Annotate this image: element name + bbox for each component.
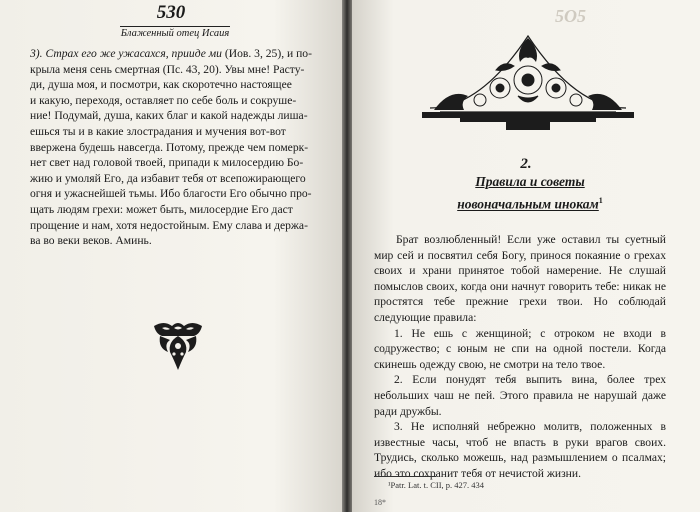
footnote-marker: 1 [598, 196, 603, 205]
text-line: и какую, переходя, оставляет по себе боль и сокруше- [30, 93, 297, 107]
rule-paragraph-1: 1. Не ешь с женщиной; с отроком не входи в содружество; с юным не спи на одной постели. Когда скинешь одежду свою, не смотри на тело твое. [374, 326, 666, 371]
text-line: огня и ужаснейшей тьмы. Ибо благости Его обычно про- [30, 187, 312, 201]
text-line: ва во веки веков. Аминь. [30, 234, 152, 248]
page-number: 530 [156, 2, 186, 23]
book-gutter [342, 0, 352, 512]
left-page [0, 0, 342, 512]
left-paragraph [30, 46, 320, 249]
right-page-text [374, 232, 666, 482]
rule-paragraph-3: 3. Не исполняй небрежно молитв, положенных в известные часы, чтоб не впасть в руки врагов своих. Трудись, сколько можешь, над размышлением о псалмах; ибо это сохранит тебя от нечистой жизни. [374, 420, 666, 480]
section-number: 2. [520, 156, 532, 172]
text-line: 3). Страх его же ужасахся, прииде ми (Иов. 3, 25), и по- [30, 47, 312, 60]
left-page-text [30, 46, 320, 249]
footnote-divider [374, 476, 436, 477]
text-line: ди, душа моя, и посмотри, как скоротечно настоящее [30, 78, 292, 92]
footnote: ¹Patr. Lat. t. CII, p. 427. 434 [388, 480, 485, 490]
intro-paragraph: Брат возлюбленный! Если уже оставил ты суетный мир сей и посвятил себя Богу, принося покаяние о грехах своих и храни принятое тобой намерение. Не слушай помыслов своих, когда они начнут говорить тебе: никак не простятся тебе прежние грехи твои. Но соблюдай следующие правила: [374, 233, 666, 324]
faded-page-number: 5О5 [555, 6, 586, 26]
section-title [430, 172, 630, 214]
floral-tailpiece-icon [150, 318, 206, 374]
running-title: Блаженный отец Исаия [120, 28, 230, 39]
text-line: нет свет над головой твоей, припади к милосердию Бо- [30, 156, 304, 170]
text-line: щать людям грехи: может быть, милосердие Его даст [30, 202, 293, 216]
text-line: крыла меня сень смертная (Пс. 43, 20). Увы мне! Расту- [30, 62, 305, 76]
text-line: прощение и нам, хотя недостойным. Ему слава и держа- [30, 218, 308, 232]
section-title-line1: Правила и советы [475, 174, 585, 189]
text-line: ние! Подумай, душа, каких благ и какой надежды лиша- [30, 109, 308, 123]
floral-headpiece-icon [420, 30, 636, 134]
text-line: ешься ты и в какие злострадания и мучения вот-вот [30, 124, 286, 138]
text-line: жию и умоляй Его, да избавит тебя от всепожирающего [30, 171, 306, 185]
section-title-line2: новоначальным инокам [457, 196, 599, 212]
text-line: ввержена будешь навсегда. Потому, прежде чем померк- [30, 140, 309, 154]
printer-signature: 18* [374, 498, 386, 507]
rule-paragraph-2: 2. Если понудят тебя выпить вина, более трех небольших чаш не пей. Этого правила не нарушай даже ради дружбы. [374, 373, 666, 418]
